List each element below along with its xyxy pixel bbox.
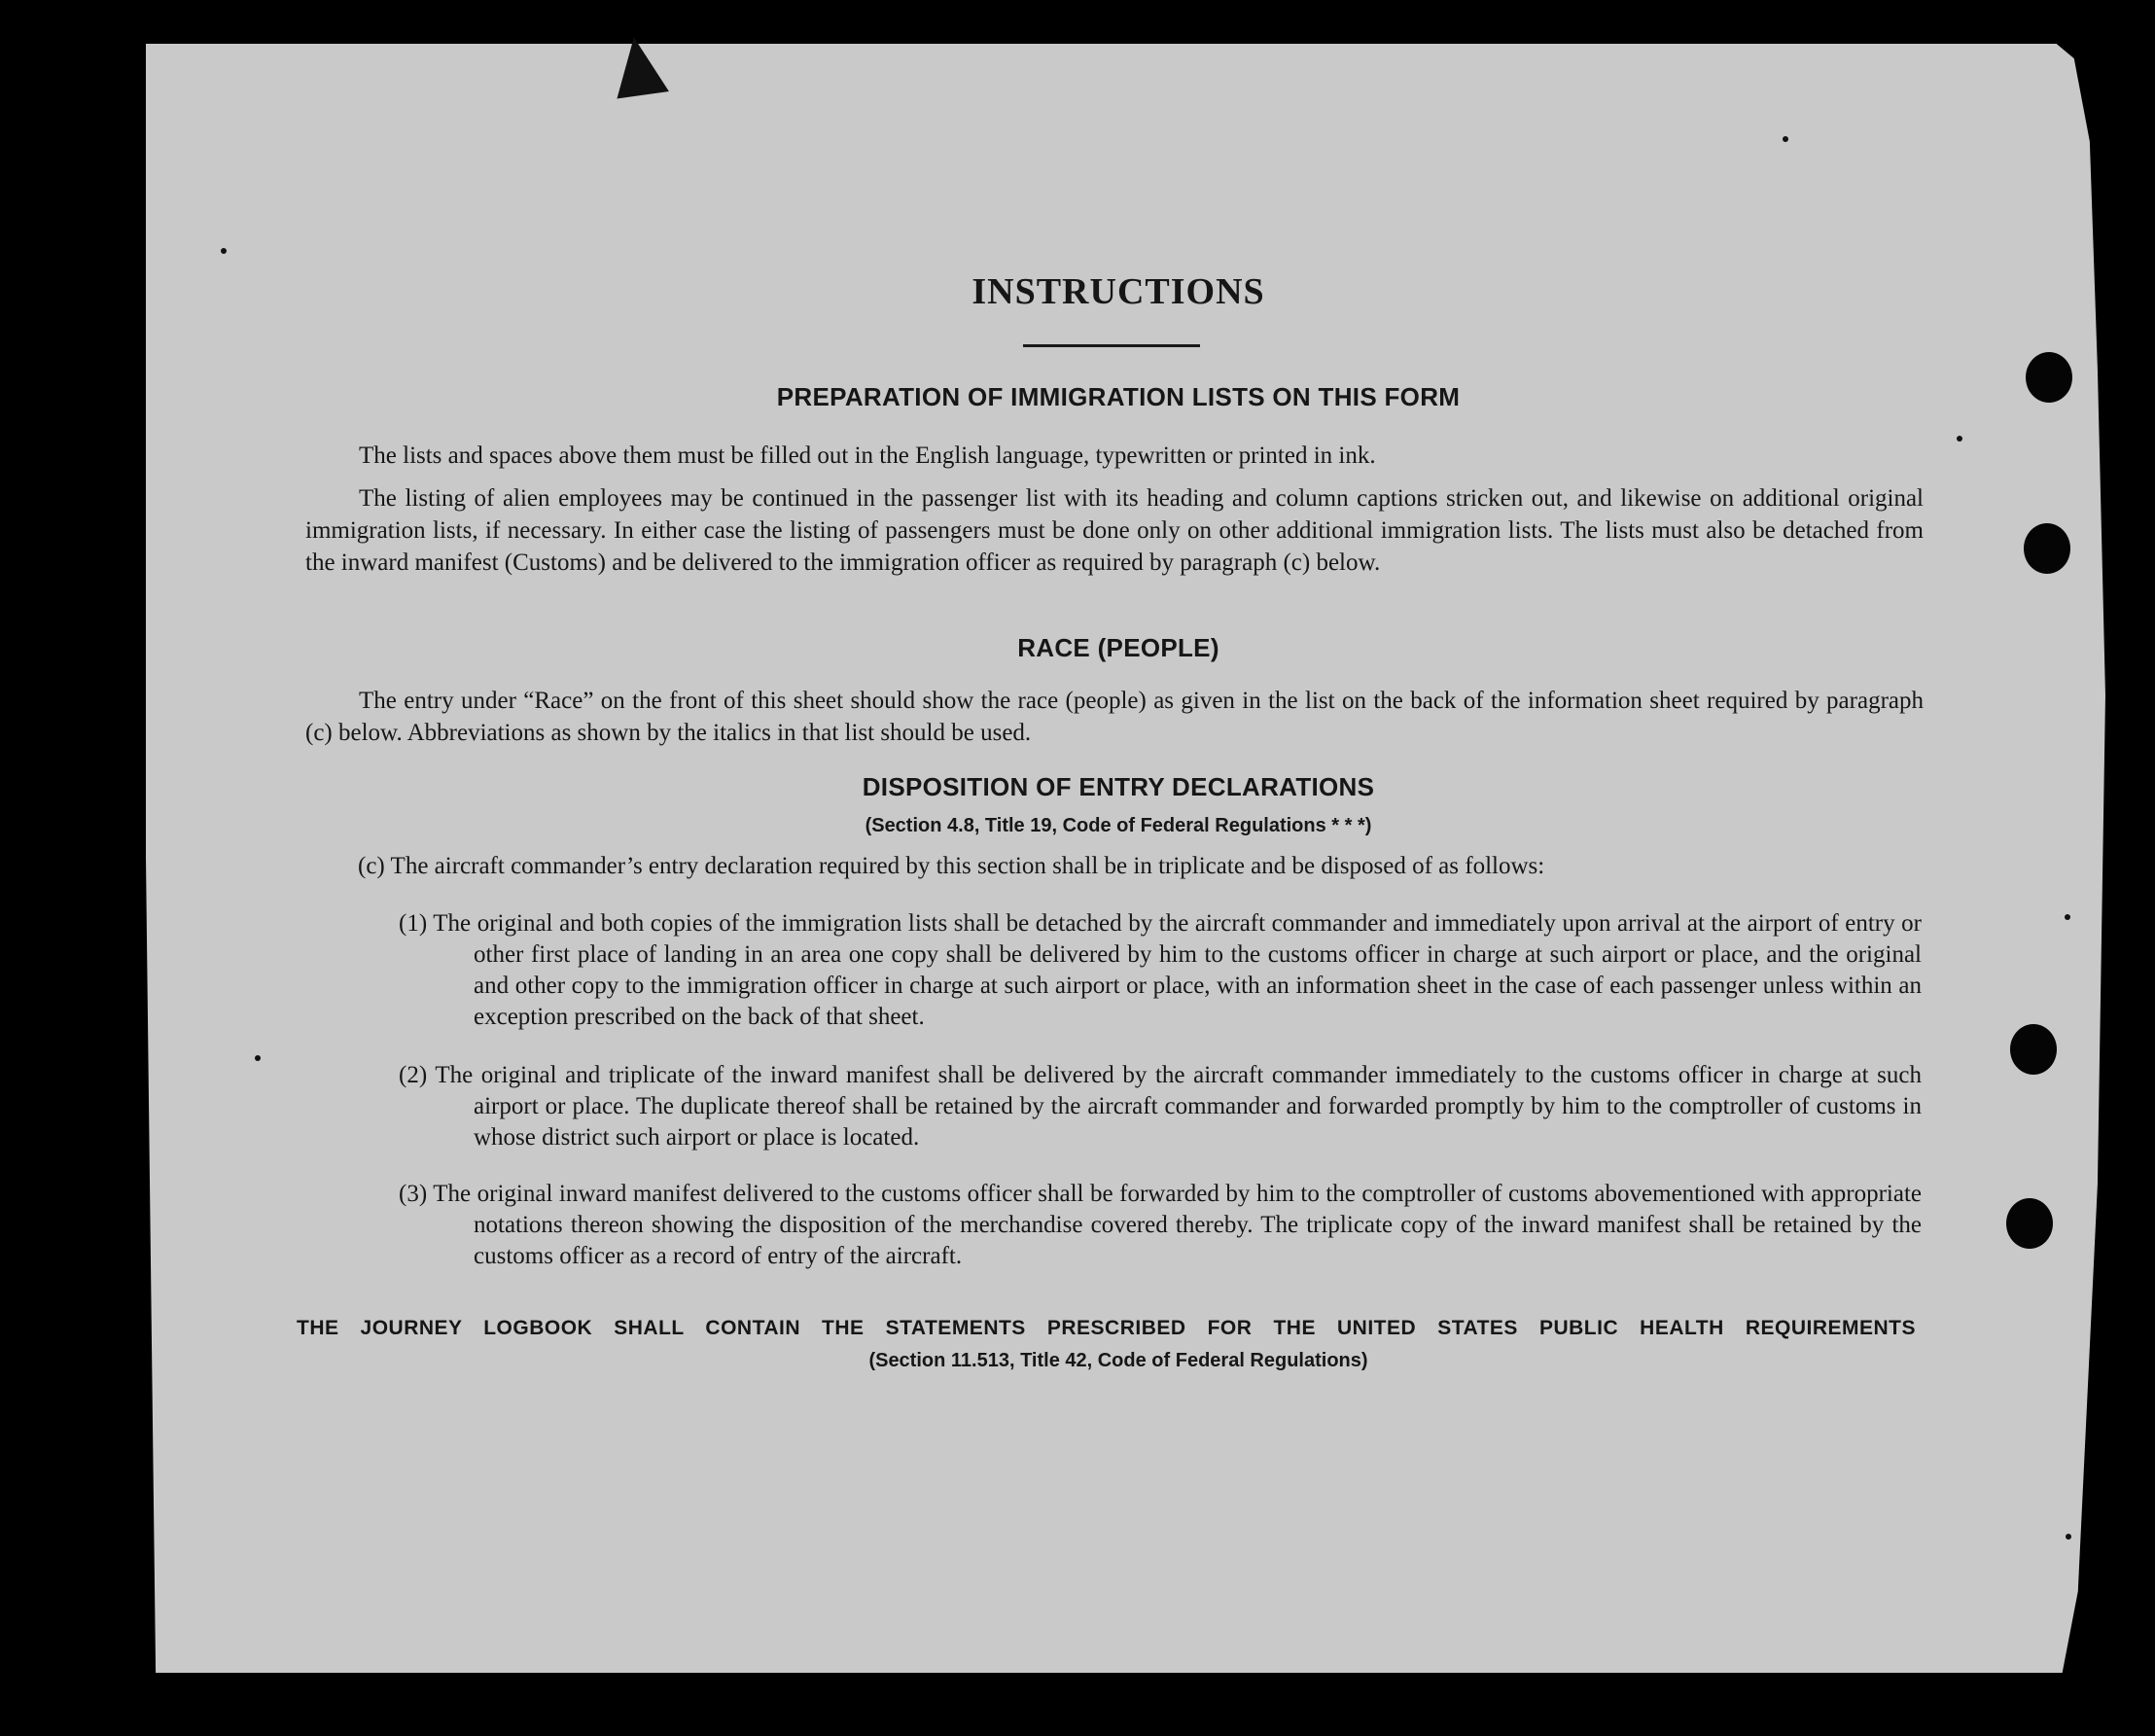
paragraph-race: The entry under “Race” on the front of this sheet should show the race (people) as given in the list on the back of the information sheet required by paragraph (c) below. Abbreviations as shown by the italics in that list should be used. [305,688,1924,746]
sub-item-3: (3) The original inward manifest delivered to the customs officer shall be forwarded by him to the comptroller of customs abovementioned with appropriate notations thereon showing the disposition of the merchandise covered thereby. The triplicate copy of the inward manifest shall be retained by the customs officer as a record of entry of the aircraft. [399,1181,1922,1269]
paragraph-alien-employees: The listing of alien employees may be continued in the passenger list with its heading and column captions stricken out, and likewise on additional original immigration lists, if necessary. In either case the listing of passengers must be done only on other additional immigration lists. The lists must also be detached from the inward manifest (Customs) and be delivered to the immigration officer as required by paragraph (c) below. [305,485,1924,576]
heading-disposition: DISPOSITION OF ENTRY DECLARATIONS [862,772,1375,801]
item-c: (c) The aircraft commander’s entry declaration required by this section shall be in triplicate and be disposed of as follows: [358,853,1545,879]
heading-race: RACE (PEOPLE) [1017,633,1219,662]
title-underline [1023,344,1200,347]
sub-item-2: (2) The original and triplicate of the inward manifest shall be delivered by the aircraft commander immediately to the customs officer in charge at such airport or place. The duplicate thereof shall be retained by the aircraft commander and forwarded promptly by him to the comptroller of customs in whose district such airport or place is located. [399,1062,1922,1151]
heading-preparation: PREPARATION OF IMMIGRATION LISTS ON THIS FORM [776,382,1461,411]
footer-statement: THE JOURNEY LOGBOOK SHALL CONTAIN THE STATEMENTS PRESCRIBED FOR THE UNITED STATES PUBLIC HEALTH REQUIREMENTS [297,1317,1916,1339]
paragraph-language: The lists and spaces above them must be filled out in the English language, typewritten or printed in ink. [359,443,1376,469]
footer-reference: (Section 11.513, Title 42, Code of Federal Regulations) [868,1350,1368,1371]
reference-title-19: (Section 4.8, Title 19, Code of Federal Regulations * * *) [865,815,1372,836]
sub-item-1: (1) The original and both copies of the immigration lists shall be detached by the aircraft commander and immediately upon arrival at the airport of entry or other first place of landing in an area one copy shall be delivered by him to the customs officer in charge at such airport or place, and the original and other copy to the immigration officer in charge at such airport or place, with an information sheet in the case of each passenger unless within an exception prescribed on the back of that sheet. [399,910,1922,1030]
page-title: INSTRUCTIONS [972,271,1265,312]
